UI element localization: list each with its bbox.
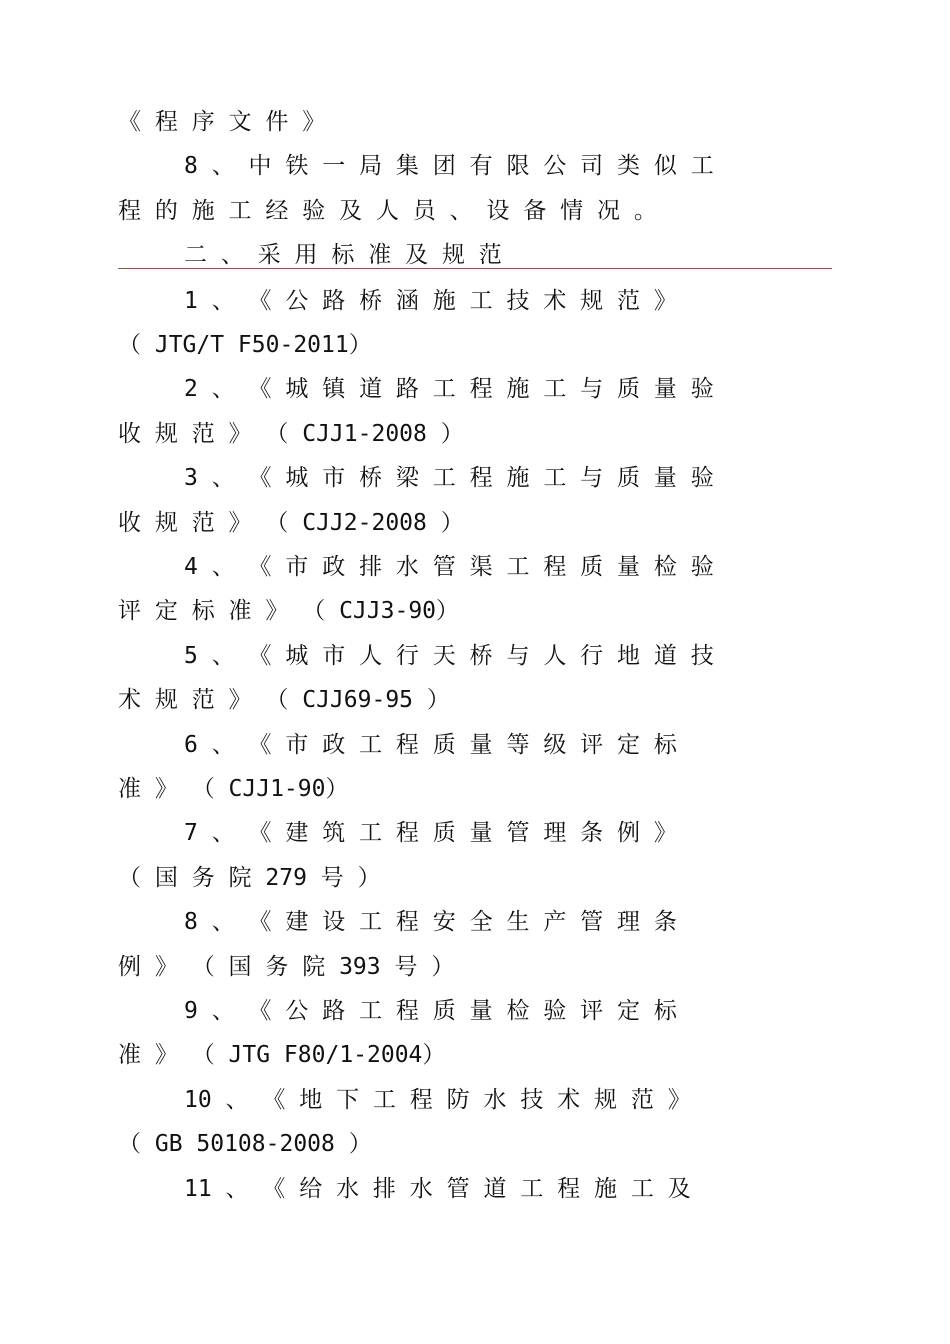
text-line: 11 、 《 给 水 排 水 管 道 工 程 施 工 及	[184, 1176, 691, 1202]
text-line: 9 、 《 公 路 工 程 质 量 检 验 评 定 标	[184, 998, 677, 1024]
text-line: 6 、 《 市 政 工 程 质 量 等 级 评 定 标	[184, 732, 677, 758]
text-line: 7 、 《 建 筑 工 程 质 量 管 理 条 例 》	[184, 820, 677, 846]
text-line: 8 、 《 建 设 工 程 安 全 生 产 管 理 条	[184, 909, 677, 935]
text-line: 准 》 （ CJJ1-90）	[118, 776, 349, 802]
text-line: 2 、 《 城 镇 道 路 工 程 施 工 与 质 量 验	[184, 376, 714, 402]
text-line: 例 》 （ 国 务 院 393 号 ）	[118, 954, 455, 980]
text-line: 4 、 《 市 政 排 水 管 渠 工 程 质 量 检 验	[184, 554, 714, 580]
text-line: 程 的 施 工 经 验 及 人 员 、 设 备 情 况 。	[118, 198, 657, 224]
section-heading: 二 、 采 用 标 准 及 规 范	[184, 242, 502, 268]
text-line: 评 定 标 准 》 （ CJJ3-90）	[118, 598, 460, 624]
text-line: 《 程 序 文 件 》	[118, 109, 326, 135]
text-line: 8 、 中 铁 一 局 集 团 有 限 公 司 类 似 工	[184, 153, 714, 179]
text-line: （ 国 务 院 279 号 ）	[118, 865, 381, 891]
text-line: 1 、 《 公 路 桥 涵 施 工 技 术 规 范 》	[184, 288, 677, 314]
text-line: 收 规 范 》 （ CJJ2-2008 ）	[118, 510, 464, 536]
text-line: 术 规 范 》 （ CJJ69-95 ）	[118, 687, 450, 713]
text-line: 5 、 《 城 市 人 行 天 桥 与 人 行 地 道 技	[184, 643, 714, 669]
text-line: 准 》 （ JTG F80/1-2004）	[118, 1042, 446, 1068]
text-line: （ JTG/T F50-2011）	[118, 332, 372, 358]
text-line: 10 、 《 地 下 工 程 防 水 技 术 规 范 》	[184, 1087, 691, 1113]
text-line: 3 、 《 城 市 桥 梁 工 程 施 工 与 质 量 验	[184, 465, 714, 491]
header-divider	[118, 268, 832, 269]
text-line: （ GB 50108-2008 ）	[118, 1131, 372, 1157]
text-line: 收 规 范 》 （ CJJ1-2008 ）	[118, 421, 464, 447]
